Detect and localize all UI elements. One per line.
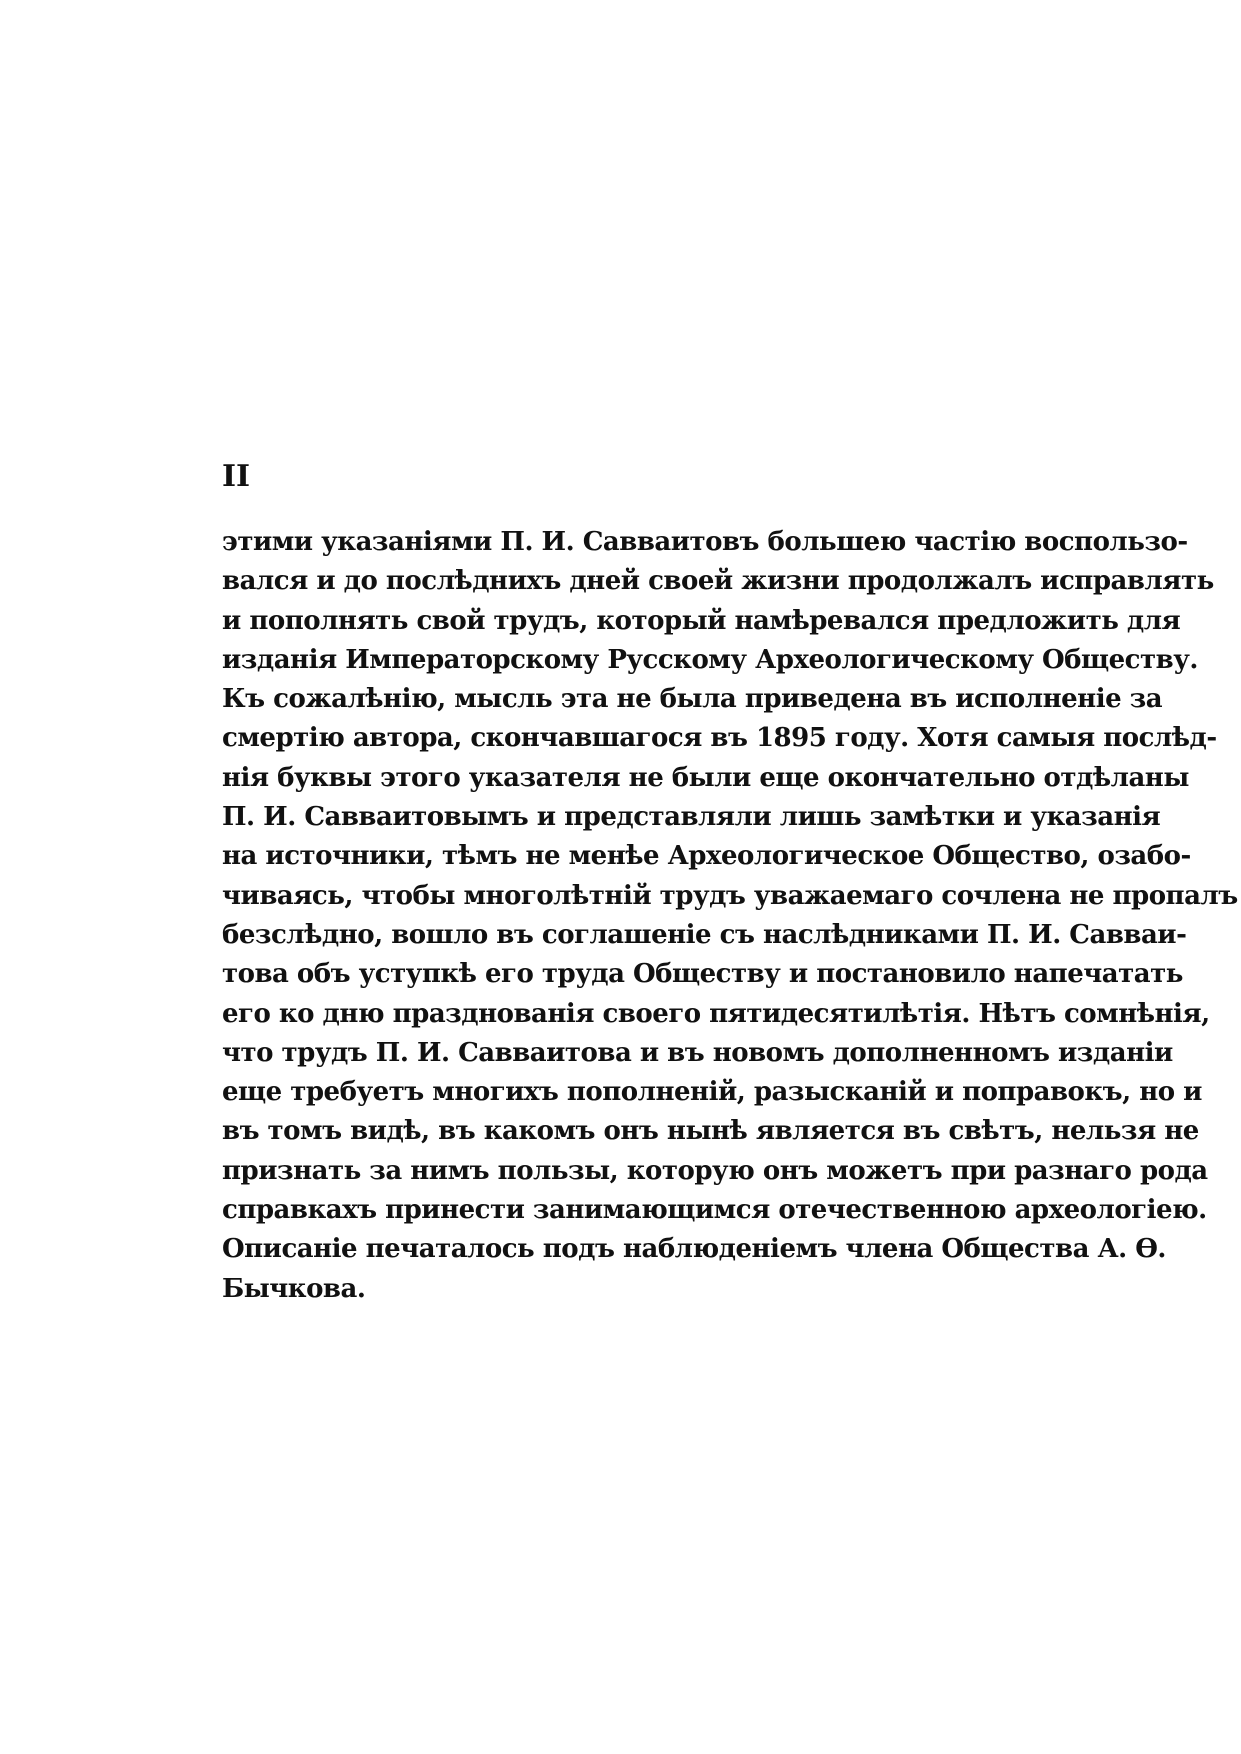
text-line: признать за нимъ пользы, которую онъ можетъ при разнаго рода (222, 1155, 1208, 1186)
body-paragraph (222, 523, 1238, 1309)
text-line: безслѣдно, вошло въ соглашеніе съ наслѣдниками П. И. Савваи- (222, 919, 1187, 950)
text-line: Бычкова. (222, 1273, 366, 1304)
text-line: това объ уступкѣ его труда Обществу и постановило напечатать (222, 959, 1183, 990)
text-line: Къ сожалѣнію, мысль эта не была приведена въ исполненіе за (222, 684, 1163, 715)
page-number: II (222, 459, 251, 494)
text-line: чиваясь, чтобы многолѣтній трудъ уважаемаго сочлена не пропалъ (222, 880, 1238, 911)
text-line: на источники, тѣмъ не менѣе Археологическое Общество, озабо- (222, 841, 1191, 872)
text-line: въ томъ видѣ, въ какомъ онъ нынѣ является въ свѣтъ, нельзя не (222, 1116, 1199, 1147)
text-line: изданія Императорскому Русскому Археологическому Обществу. (222, 644, 1198, 675)
text-line: что трудъ П. И. Савваитова и въ новомъ дополненномъ изданіи (222, 1037, 1173, 1068)
text-line: этими указаніями П. И. Савваитовъ большею частію воспользо- (222, 527, 1188, 557)
text-line: Описаніе печаталось подъ наблюденіемъ члена Общества А. Ѳ. (222, 1234, 1166, 1265)
text-line: смертію автора, скончавшагося въ 1895 году. Хотя самыя послѣд- (222, 723, 1217, 754)
text-line: вался и до послѣднихъ дней своей жизни продолжалъ исправлять (222, 566, 1214, 597)
text-line: еще требуетъ многихъ пополненій, разысканій и поправокъ, но и (222, 1077, 1202, 1108)
text-line: его ко дню празднованія своего пятидесятилѣтія. Нѣтъ сомнѣнія, (222, 998, 1210, 1029)
text-line: справкахъ принести занимающимся отечественною археологіею. (222, 1195, 1207, 1226)
text-line: и пополнять свой трудъ, который намѣревался предложить для (222, 605, 1181, 636)
text-line: нія буквы этого указателя не были еще окончательно отдѣланы (222, 762, 1189, 793)
text-line: П. И. Савваитовымъ и представляли лишь замѣтки и указанія (222, 802, 1161, 833)
